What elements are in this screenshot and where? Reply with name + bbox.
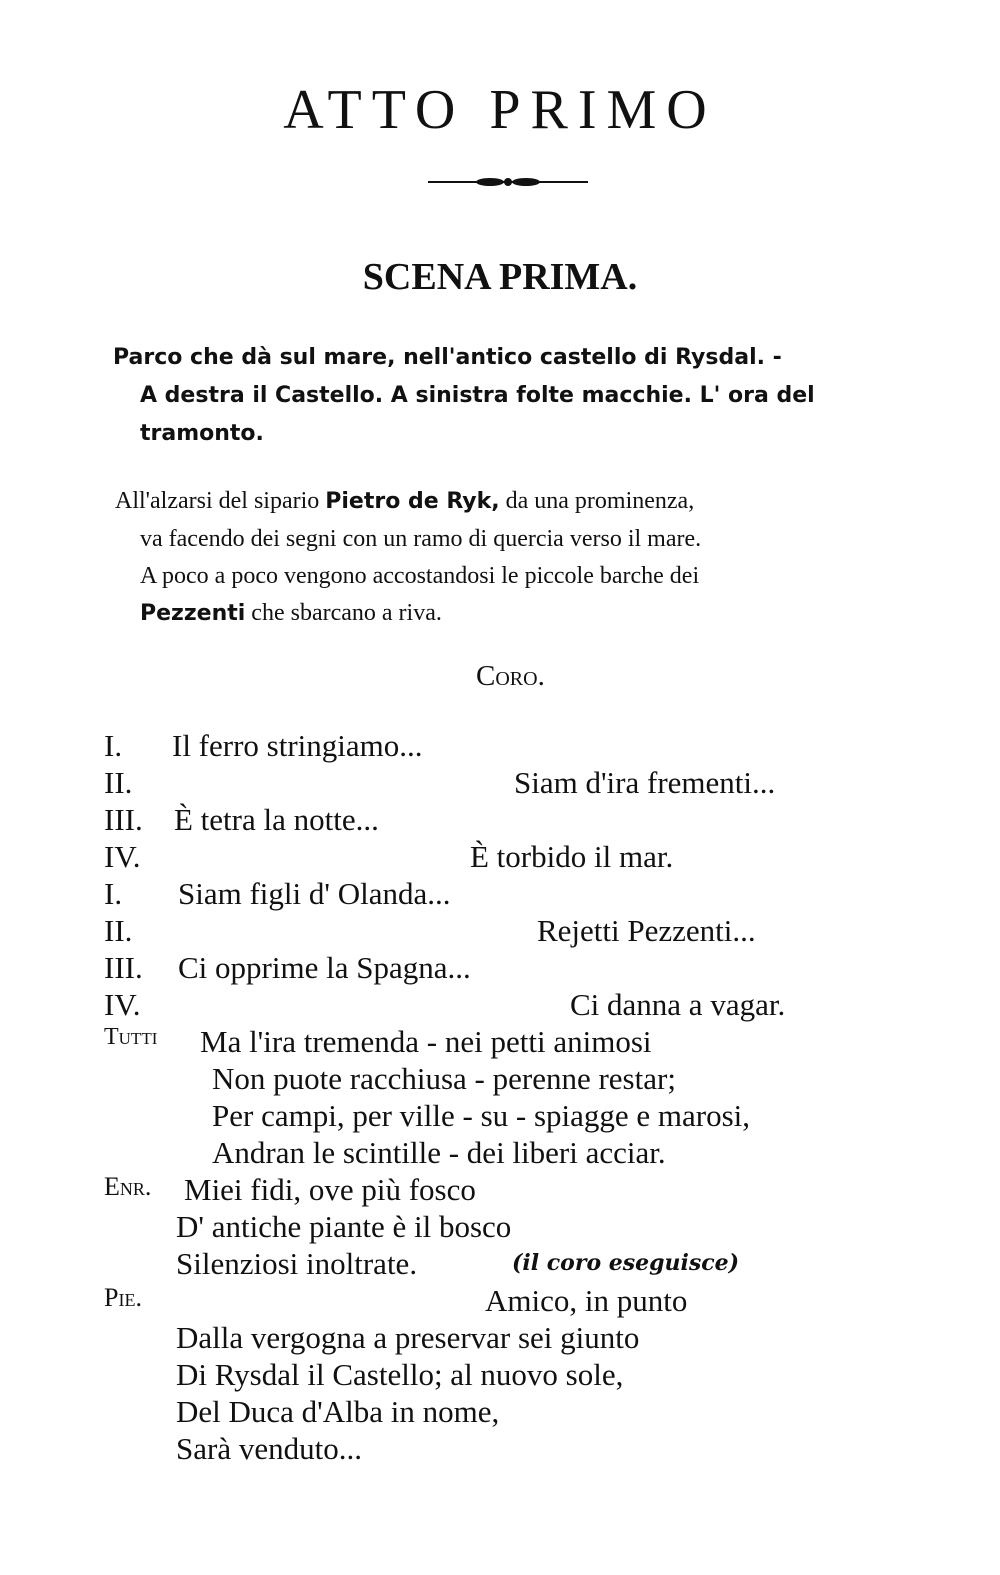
verse-text: Ci opprime la Spagna...: [178, 950, 471, 985]
verse-speaker: III.: [104, 950, 143, 985]
chorus-heading: Coro.: [476, 660, 545, 692]
verse-speaker: IV.: [104, 839, 141, 874]
verse-text: Siam figli d' Olanda...: [178, 876, 451, 911]
description-line: [140, 600, 442, 627]
verse-text: Di Rysdal il Castello; al nuovo sole,: [176, 1357, 624, 1392]
verse-speaker: Tutti: [104, 1024, 158, 1050]
description-text: che sbarcano a riva.: [251, 600, 442, 626]
verse-speaker: II.: [104, 765, 133, 800]
verse-text: Andran le scintille - dei liberi acciar.: [212, 1135, 666, 1170]
verse-text: D' antiche piante è il bosco: [176, 1209, 512, 1244]
verse-speaker: III.: [104, 802, 143, 837]
ornament-divider: [428, 176, 588, 188]
verse-text: Ma l'ira tremenda - nei petti animosi: [200, 1024, 652, 1059]
stage-direction-line: tramonto.: [140, 421, 264, 446]
verse-text: Non puote racchiusa - perenne restar;: [212, 1061, 676, 1096]
verse-text: Siam d'ira frementi...: [514, 765, 776, 800]
verse-text: Ci danna a vagar.: [570, 987, 786, 1022]
verse-speaker: IV.: [104, 987, 141, 1022]
description-line: va facendo dei segni con un ramo di quercia verso il mare.: [140, 526, 702, 552]
verse-text: Miei fidi, ove più fosco: [184, 1172, 476, 1207]
character-name: Pezzenti: [140, 601, 246, 626]
character-name: Pietro de Ryk,: [325, 489, 500, 514]
stage-direction-line: A destra il Castello. A sinistra folte macchie. L' ora del: [140, 383, 815, 408]
verse-speaker: Enr.: [104, 1172, 152, 1201]
verse-text: Sarà venduto...: [176, 1431, 362, 1466]
verse-text: È tetra la notte...: [174, 802, 379, 837]
verse-text: Silenziosi inoltrate.: [176, 1246, 418, 1281]
verse-speaker: II.: [104, 913, 133, 948]
scene-title: SCENA PRIMA.: [362, 256, 638, 298]
stage-direction-line: Parco che dà sul mare, nell'antico castello di Rysdal. -: [113, 345, 782, 370]
verse-text: Rejetti Pezzenti...: [537, 913, 756, 948]
stage-note: (il coro eseguisce): [512, 1250, 740, 1276]
verse-speaker: Pie.: [104, 1283, 142, 1312]
verse-text: Amico, in punto: [485, 1283, 688, 1318]
verse-text: Del Duca d'Alba in nome,: [176, 1394, 500, 1429]
description-text: All'alzarsi del sipario: [115, 488, 320, 514]
description-text: da una prominenza,: [505, 488, 695, 514]
description-line: [115, 488, 694, 515]
verse-text: Per campi, per ville - su - spiagge e marosi,: [212, 1098, 751, 1133]
act-title: ATTO PRIMO: [283, 79, 717, 141]
verse-speaker: I.: [104, 728, 123, 763]
verse-text: Dalla vergogna a preservar sei giunto: [176, 1320, 640, 1355]
verse-text: Il ferro stringiamo...: [172, 728, 423, 763]
verse-speaker: I.: [104, 876, 123, 911]
verse-text: È torbido il mar.: [470, 839, 674, 874]
description-line: A poco a poco vengono accostandosi le piccole barche dei: [140, 563, 700, 589]
